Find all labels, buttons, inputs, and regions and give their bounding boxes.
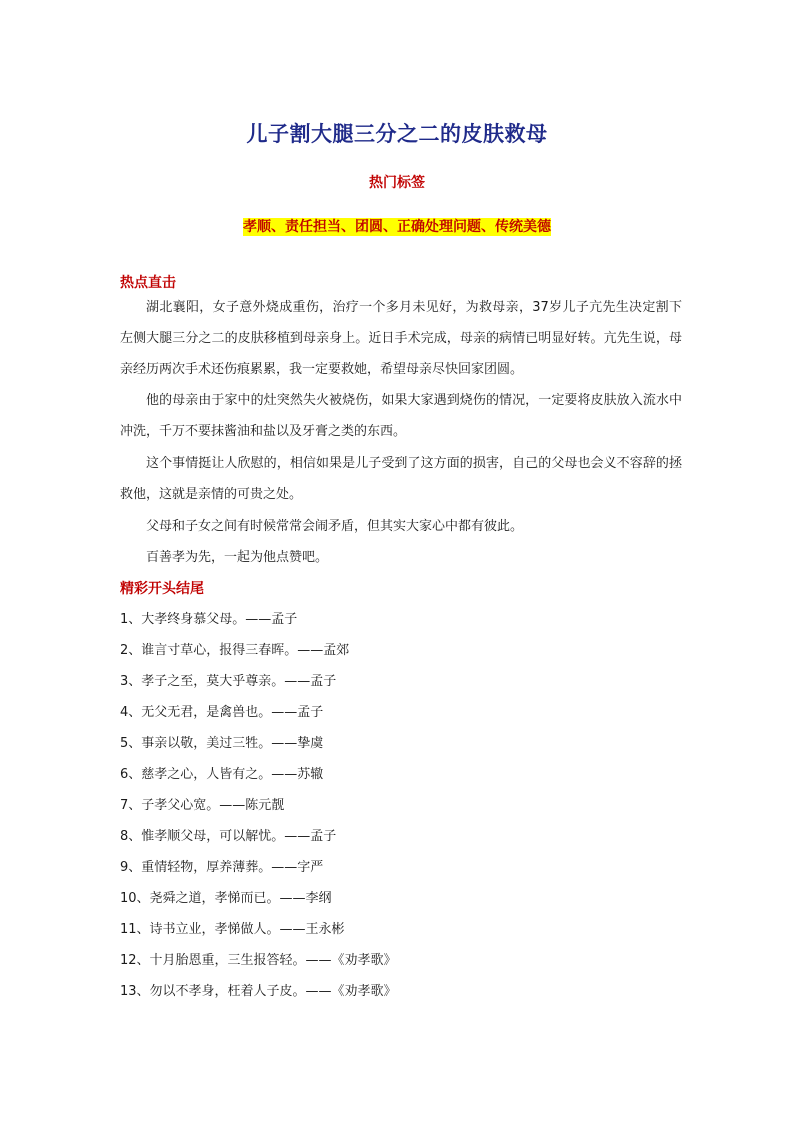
- list-item: 2、谁言寸草心，报得三春晖。——孟郊: [120, 643, 350, 658]
- list-item: 9、重情轻物，厚养薄葬。——字严: [120, 860, 324, 875]
- paragraph: 父母和子女之间有时候常常会闹矛盾，但其实大家心中都有彼此。: [146, 519, 524, 534]
- paragraph: 这个事情挺让人欣慰的，相信如果是儿子受到了这方面的损害，自己的父母也会义不容辞的拯救他，这就是亲情的可贵之处。: [120, 456, 682, 502]
- list-item: 4、无父无君，是禽兽也。——孟子: [120, 705, 324, 720]
- list-item: 12、十月胎恩重，三生报答轻。——《劝孝歌》: [120, 953, 397, 968]
- list-item: 3、孝子之至，莫大乎尊亲。——孟子: [120, 674, 337, 689]
- list-item: 11、诗书立业，孝悌做人。——王永彬: [120, 922, 345, 937]
- page-title: 儿子割大腿三分之二的皮肤救母: [246, 121, 548, 146]
- tags-line: [0, 216, 794, 236]
- list-item: 13、勿以不孝身，枉着人子皮。——《劝孝歌》: [120, 984, 397, 999]
- paragraph: 他的母亲由于家中的灶突然失火被烧伤，如果大家遇到烧伤的情况，一定要将皮肤放入流水中冲洗，千万不要抹酱油和盐以及牙膏之类的东西。: [120, 393, 682, 439]
- list-item: 7、子孝父心宽。——陈元靓: [120, 798, 285, 813]
- list-item: 10、尧舜之道，孝悌而已。——李纲: [120, 891, 332, 906]
- list-item: 5、事亲以敬，美过三牲。——挚虞: [120, 736, 324, 751]
- list-item: 6、慈孝之心，人皆有之。——苏辙: [120, 767, 324, 782]
- paragraph: 百善孝为先，一起为他点赞吧。: [146, 550, 329, 565]
- quotes-section-heading: 精彩开头结尾: [120, 581, 204, 597]
- list-item: 8、惟孝顺父母，可以解忧。——孟子: [120, 829, 337, 844]
- tags-highlight: 孝顺、责任担当、团圆、正确处理问题、传统美德: [243, 219, 551, 235]
- list-item: 1、大孝终身慕父母。——孟子: [120, 612, 298, 627]
- paragraph: 湖北襄阳，女子意外烧成重伤，治疗一个多月未见好，为救母亲，37岁儿子亢先生决定割下左侧大腿三分之二的皮肤移植到母亲身上。近日手术完成，母亲的病情已明显好转。亢先生说，母亲经历两次手术还伤痕累累，我一定要救她，希望母亲尽快回家团圆。: [120, 300, 682, 377]
- tags-heading: 热门标签: [369, 175, 425, 191]
- hot-section-heading: 热点直击: [120, 275, 176, 291]
- quotes-list: [120, 604, 680, 1007]
